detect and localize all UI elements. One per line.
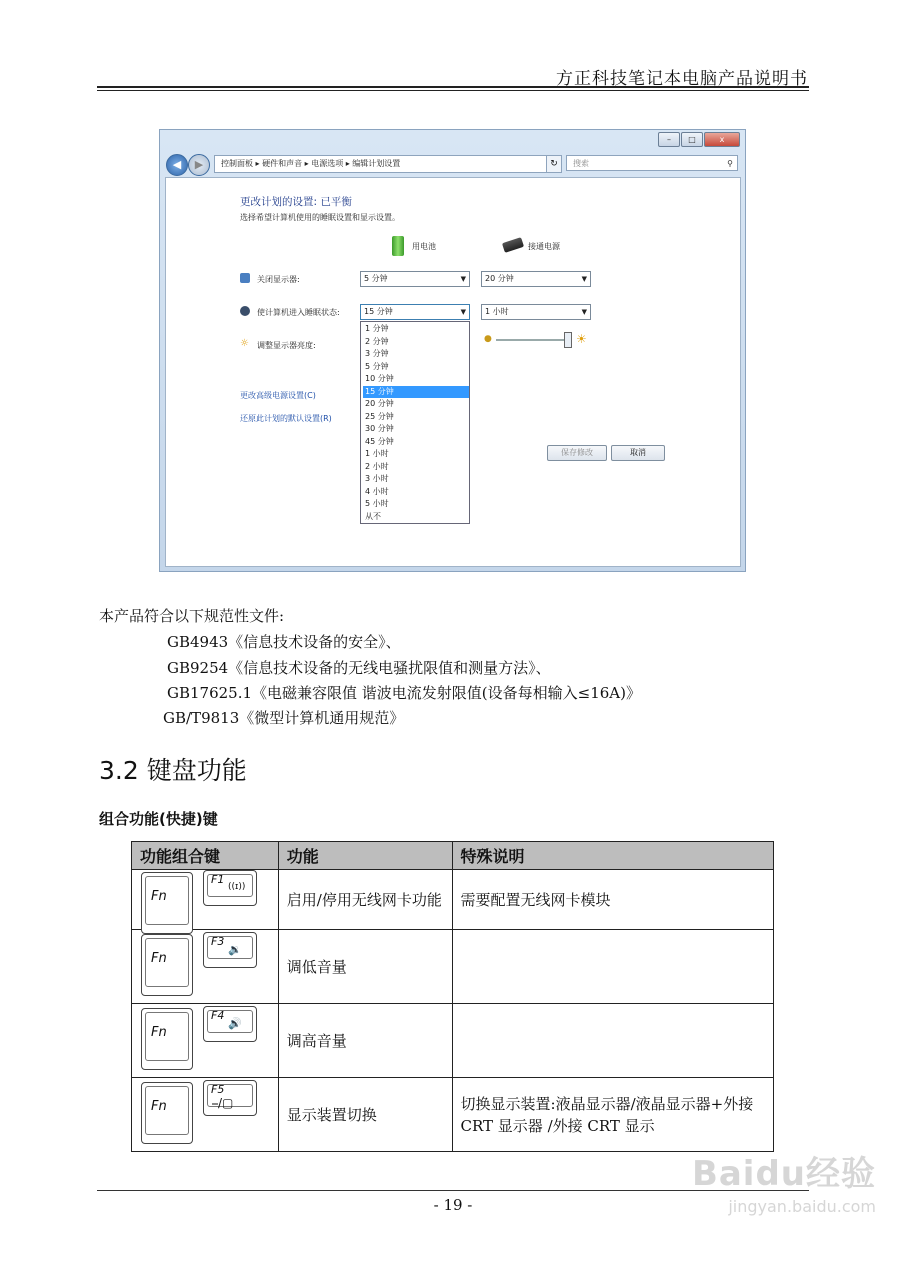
chevron-down-icon: ▼ — [581, 308, 587, 316]
section-heading: 3.2 键盘功能 — [99, 756, 247, 785]
brightness-low-icon: ● — [484, 334, 492, 344]
volume-up-icon: 🔊 — [228, 1017, 242, 1030]
standard-item: GB4943《信息技术设备的安全》、 — [167, 633, 401, 651]
option-item[interactable]: 10 分钟 — [365, 374, 394, 383]
standards-intro: 本产品符合以下规范性文件: — [99, 607, 285, 625]
f-key-label: F3 — [211, 935, 225, 948]
f3-key — [203, 932, 257, 968]
fn-key — [141, 1082, 193, 1144]
watermark-brand: Baidu经验 — [691, 1154, 876, 1194]
select-value: 1 小时 — [485, 307, 509, 316]
option-item[interactable]: 30 分钟 — [365, 424, 394, 433]
column-header: 特殊说明 — [452, 842, 773, 870]
table-row — [132, 930, 774, 1004]
option-item[interactable]: 3 小时 — [365, 474, 389, 483]
column-header: 功能 — [278, 842, 452, 870]
fn-key-label: Fn — [151, 889, 167, 904]
back-arrow-icon[interactable]: ◀ — [166, 154, 188, 176]
minimize-button[interactable]: – — [658, 132, 680, 147]
option-item-selected[interactable]: 15 分钟 — [363, 386, 469, 399]
option-item[interactable]: 25 分钟 — [365, 411, 394, 421]
volume-down-icon: 🔉 — [228, 943, 242, 956]
function-cell: 调高音量 — [278, 1004, 452, 1078]
page-number: - 19 - — [433, 1196, 473, 1214]
fn-key — [141, 934, 193, 996]
table-header-row — [132, 842, 774, 870]
function-cell: 启用/停用无线网卡功能 — [278, 870, 452, 930]
search-input[interactable] — [566, 155, 738, 171]
chevron-down-icon: ▼ — [460, 308, 466, 316]
f1-key — [203, 870, 257, 906]
navigation-bar — [166, 152, 739, 176]
power-settings-screenshot — [159, 129, 746, 572]
search-placeholder: 搜索 — [573, 159, 589, 168]
save-changes-button[interactable]: 保存修改 — [547, 445, 607, 461]
option-item[interactable]: 5 分钟 — [365, 361, 389, 371]
brightness-slider-track[interactable] — [496, 339, 568, 341]
standard-item: GB9254《信息技术设备的无线电骚扰限值和测量方法》、 — [167, 659, 551, 677]
table-row — [132, 870, 774, 930]
settings-panel — [165, 177, 741, 567]
plan-subtitle: 选择希望计算机使用的睡眠设置和显示设置。 — [240, 213, 400, 222]
restore-defaults-link[interactable]: 还原此计划的默认设置(R) — [240, 414, 332, 423]
chevron-down-icon: ▼ — [581, 275, 587, 283]
sleep-moon-icon — [240, 306, 250, 316]
option-item[interactable]: 4 小时 — [365, 486, 389, 496]
breadcrumb: 控制面板 ▸ 硬件和声音 ▸ 电源选项 ▸ 编辑计划设置 — [221, 159, 401, 168]
brightness-sun-icon: ☼ — [240, 338, 249, 349]
option-item[interactable]: 2 小时 — [365, 461, 389, 471]
select-value: 20 分钟 — [485, 274, 514, 283]
row-label-sleep: 使计算机进入睡眠状态: — [257, 308, 340, 317]
subsection-heading: 组合功能(快捷)键 — [99, 810, 218, 828]
standard-item: GB17625.1《电磁兼容限值 谐波电流发射限值(设备每相输入≤16A)》 — [167, 684, 641, 702]
brightness-slider-thumb[interactable] — [564, 332, 572, 348]
note-cell: 需要配置无线网卡模块 — [452, 870, 773, 930]
refresh-icon[interactable]: ↻ — [546, 155, 562, 173]
option-item[interactable]: 2 分钟 — [365, 336, 389, 346]
plan-title: 更改计划的设置: 已平衡 — [240, 196, 352, 208]
column-header: 功能组合键 — [132, 842, 279, 870]
header-rule-thin — [97, 90, 809, 91]
function-cell: 调低音量 — [278, 930, 452, 1004]
display-switch-icon: ⎯/▢ — [212, 1096, 234, 1110]
key-combo-cell — [132, 930, 279, 1004]
option-item[interactable]: 45 分钟 — [365, 436, 394, 446]
baidu-watermark — [692, 1146, 876, 1216]
key-combo-cell — [132, 870, 279, 930]
row-label-display-off: 关闭显示器: — [257, 275, 300, 284]
document-header-title: 方正科技笔记本电脑产品说明书 — [556, 69, 808, 89]
option-item[interactable]: 3 分钟 — [365, 349, 389, 358]
f-key-label: F4 — [211, 1009, 225, 1022]
fn-key-label: Fn — [151, 951, 167, 966]
standard-item: GB/T9813《微型计算机通用规范》 — [163, 709, 405, 727]
table-row — [132, 1004, 774, 1078]
window-controls — [658, 132, 740, 147]
hotkey-table — [131, 841, 774, 1152]
row-label-brightness: 调整显示器亮度: — [257, 341, 316, 350]
sleep-plugged-select[interactable] — [481, 304, 591, 320]
advanced-power-settings-link[interactable]: 更改高级电源设置(C) — [240, 391, 316, 400]
chevron-down-icon: ▼ — [460, 275, 466, 283]
option-item[interactable]: 从不 — [365, 511, 381, 521]
cancel-button[interactable]: 取消 — [611, 445, 665, 461]
sleep-options-list — [360, 321, 470, 524]
battery-column-label: 用电池 — [412, 242, 436, 251]
note-cell — [452, 1004, 773, 1078]
f-key-label: F5 — [211, 1083, 225, 1096]
select-value: 15 分钟 — [364, 307, 393, 316]
header-rule — [97, 86, 809, 88]
fn-key — [141, 872, 193, 934]
f5-key — [203, 1080, 257, 1116]
key-combo-cell — [132, 1004, 279, 1078]
wireless-icon: ((ɪ)) — [228, 882, 246, 892]
display-off-battery-select[interactable] — [360, 271, 470, 287]
display-off-plugged-select[interactable] — [481, 271, 591, 287]
option-item[interactable]: 20 分钟 — [365, 399, 394, 408]
f4-key — [203, 1006, 257, 1042]
forward-arrow-icon[interactable]: ▶ — [188, 154, 210, 176]
note-cell: 切换显示装置:液晶显示器/液晶显示器+外接 CRT 显示器 /外接 CRT 显示 — [452, 1078, 773, 1152]
power-plug-icon — [502, 237, 524, 253]
fn-key-label: Fn — [151, 1099, 167, 1114]
function-cell: 显示装置切换 — [278, 1078, 452, 1152]
option-item[interactable]: 1 分钟 — [365, 324, 389, 333]
monitor-icon — [240, 273, 250, 283]
address-bar[interactable] — [214, 155, 548, 173]
note-cell — [452, 930, 773, 1004]
plugged-column-label: 接通电源 — [528, 242, 560, 251]
search-icon: ⚲ — [727, 159, 733, 168]
fn-key — [141, 1008, 193, 1070]
select-value: 5 分钟 — [364, 274, 388, 283]
sleep-battery-select[interactable] — [360, 304, 470, 320]
key-combo-cell — [132, 1078, 279, 1152]
table-row — [132, 1078, 774, 1152]
f-key-label: F1 — [211, 873, 225, 886]
fn-key-label: Fn — [151, 1025, 167, 1040]
close-button[interactable]: x — [704, 132, 740, 147]
option-item[interactable]: 1 小时 — [365, 449, 389, 458]
option-item[interactable]: 5 小时 — [365, 499, 389, 508]
brightness-high-icon: ☀ — [576, 332, 587, 346]
maximize-button[interactable]: □ — [681, 132, 703, 147]
battery-icon — [392, 236, 404, 256]
watermark-url: jingyan.baidu.com — [728, 1197, 876, 1216]
